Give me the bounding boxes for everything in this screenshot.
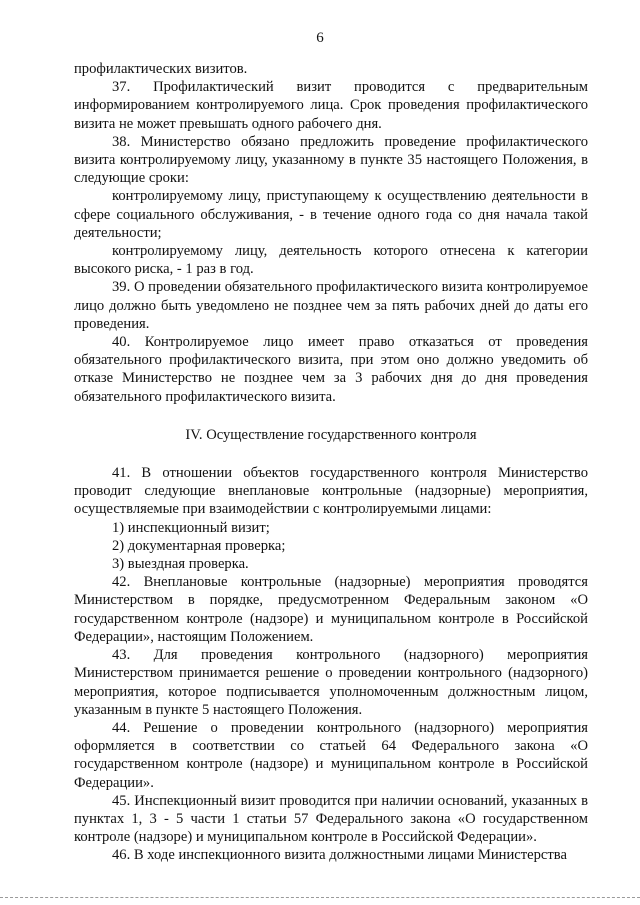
paragraph-40: 40. Контролируемое лицо имеет право отказаться от проведения обязательного профилактического визита, при этом оно должно уведомить об отказе Министерство не позднее чем за 3 рабочих дня до дня проведения обязательного профилактического визита. (74, 334, 588, 405)
page-number: 6 (316, 30, 324, 46)
list-item-field-check: 3) выездная проверка. (112, 556, 249, 573)
paragraph-44: 44. Решение о проведении контрольного (надзорного) мероприятия оформляется в соответствии со статьей 64 Федерального закона «О государственном контроле (надзоре) и муниципальном контроле в Российской Федерации». (74, 719, 588, 791)
list-item-document-check: 2) документарная проверка; (112, 537, 286, 554)
paragraph-37: 37. Профилактический визит проводится с предварительным информированием контролируемого лица. Срок проведения профилактического визита не может превышать одного рабочего дня. (74, 79, 588, 132)
list-item-inspection-visit: 1) инспекционный визит; (112, 519, 270, 536)
paragraph-41: 41. В отношении объектов государственного контроля Министерство проводит следующие внеплановые контрольные (надзорные) мероприятия, осуществляемые при взаимодействии с контролируемыми лицами: (74, 465, 588, 518)
paragraph-46: 46. В ходе инспекционного визита должностными лицами Министерства (112, 847, 567, 864)
paragraph-38-item-1: контролируемому лицу, приступающему к осуществлению деятельности в сфере социального обслуживания, - в течение одного года со дня начала такой деятельности; (74, 188, 588, 241)
paragraph-45: 45. Инспекционный визит проводится при наличии оснований, указанных в пунктах 1, 3 - 5 части 1 статьи 57 Федерального закона «О государственном контроле (надзоре) и муниципальном контроле в Российской Федерации». (74, 792, 588, 846)
paragraph-38-item-2: контролируемому лицу, деятельность которого отнесена к категории высокого риска, - 1 раз в год. (74, 243, 588, 278)
section-heading: IV. Осуществление государственного контроля (185, 426, 477, 443)
paragraph-42: 42. Внеплановые контрольные (надзорные) мероприятия проводятся Министерством в порядке, предусмотренном Федеральным законом «О государственном контроле (надзоре) и муниципальном контроле в Российской Федерации», настоящим Положением. (74, 574, 588, 645)
document-body (74, 60, 588, 865)
bottom-divider (0, 897, 640, 899)
paragraph-39: 39. О проведении обязательного профилактического визита контролируемое лицо должно быть уведомлено не позднее чем за пять рабочих дней до даты его проведения. (74, 279, 588, 332)
paragraph-38: 38. Министерство обязано предложить проведение профилактического визита контролируемому лицу, указанному в пункте 35 настоящего Положения, в следующие сроки: (74, 133, 588, 187)
paragraph-continuation: профилактических визитов. (74, 61, 248, 77)
paragraph-43: 43. Для проведения контрольного (надзорного) мероприятия Министерством принимается решение о проведении контрольного (надзорного) мероприятия, которое подписывается уполномоченным должностным лицом, указанным в пункте 5 настоящего Положения. (74, 647, 588, 718)
